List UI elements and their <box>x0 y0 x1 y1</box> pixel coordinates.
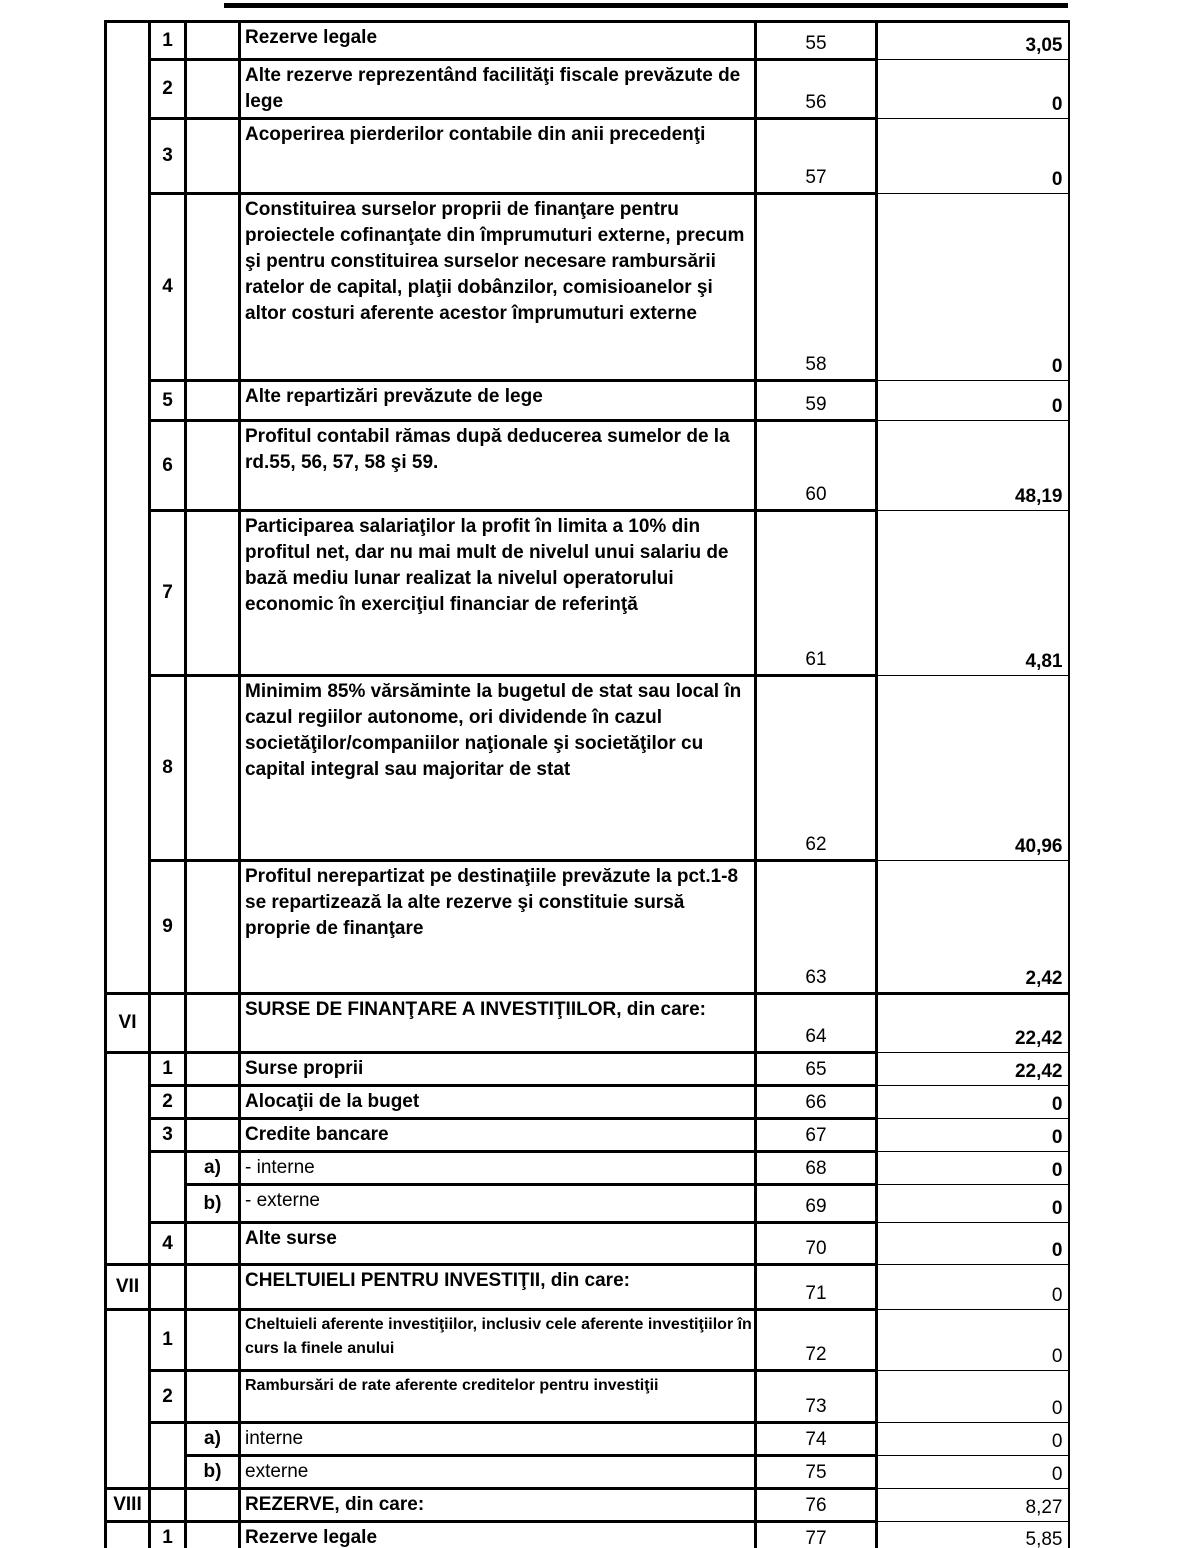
row-number: 74 <box>756 1423 877 1456</box>
item-number: 1 <box>150 1310 186 1371</box>
sub-letter-cell <box>186 1371 240 1423</box>
row-description: - interne <box>240 1152 756 1185</box>
row-value: 0 <box>877 1371 1069 1423</box>
sub-letter-cell <box>186 1522 240 1548</box>
row-value: 22,42 <box>877 994 1069 1053</box>
row-value: 8,27 <box>877 1489 1069 1522</box>
row-description: REZERVE, din care: <box>240 1489 756 1522</box>
row-value: 0 <box>877 60 1069 119</box>
table-row <box>106 119 1069 194</box>
table-row <box>106 1456 1069 1489</box>
row-value: 4,81 <box>877 511 1069 676</box>
row-number: 63 <box>756 861 877 994</box>
sub-letter-cell <box>186 1223 240 1265</box>
row-description: Surse proprii <box>240 1053 756 1086</box>
item-number-cell <box>150 1152 186 1223</box>
row-value: 48,19 <box>877 421 1069 511</box>
row-number: 72 <box>756 1310 877 1371</box>
item-number: 1 <box>150 1053 186 1086</box>
table-row <box>106 511 1069 676</box>
previous-row-border-fragment <box>224 3 1068 8</box>
sub-letter-cell <box>186 1086 240 1119</box>
row-number: 64 <box>756 994 877 1053</box>
row-description: Rambursări de rate aferente creditelor pentru investiţii <box>240 1371 756 1423</box>
table-row <box>106 1265 1069 1310</box>
item-number: 4 <box>150 1223 186 1265</box>
sub-letter: a) <box>186 1423 240 1456</box>
section-numeral: VII <box>106 1265 150 1310</box>
table-row <box>106 1423 1069 1456</box>
row-description: - externe <box>240 1185 756 1223</box>
sub-letter-cell <box>186 861 240 994</box>
table-row <box>106 1152 1069 1185</box>
row-description: Alte surse <box>240 1223 756 1265</box>
section-cell-empty <box>106 1522 150 1548</box>
sub-letter-cell <box>186 119 240 194</box>
row-value: 0 <box>877 381 1069 421</box>
row-value: 0 <box>877 194 1069 381</box>
row-value: 40,96 <box>877 676 1069 861</box>
row-number: 71 <box>756 1265 877 1310</box>
item-number: 1 <box>150 1522 186 1548</box>
section-numeral: VI <box>106 994 150 1053</box>
row-value: 0 <box>877 1086 1069 1119</box>
row-value: 0 <box>877 1152 1069 1185</box>
sub-letter: b) <box>186 1185 240 1223</box>
row-description: Profitul nerepartizat pe destinaţiile prevăzute la pct.1-8 se repartizează la alte rezerve şi constituie sursă proprie de finanţare <box>240 861 756 994</box>
row-description: Alocaţii de la buget <box>240 1086 756 1119</box>
table-row <box>106 1119 1069 1152</box>
row-number: 77 <box>756 1522 877 1548</box>
table-row <box>106 861 1069 994</box>
section-cell-empty <box>106 22 150 994</box>
item-number-cell <box>150 1423 186 1489</box>
table-row <box>106 1223 1069 1265</box>
row-description: Cheltuieli aferente investiţiilor, inclusiv cele aferente investiţiilor în curs la finele anului <box>240 1310 756 1371</box>
row-value: 0 <box>877 1185 1069 1223</box>
row-value: 0 <box>877 1456 1069 1489</box>
sub-letter: b) <box>186 1456 240 1489</box>
sub-letter-cell <box>186 60 240 119</box>
item-number: 7 <box>150 511 186 676</box>
row-description: Rezerve legale <box>240 22 756 60</box>
row-number: 73 <box>756 1371 877 1423</box>
row-value: 0 <box>877 1423 1069 1456</box>
row-value: 0 <box>877 1119 1069 1152</box>
table-row <box>106 421 1069 511</box>
row-value: 3,05 <box>877 22 1069 60</box>
item-number: 2 <box>150 60 186 119</box>
row-number: 66 <box>756 1086 877 1119</box>
row-description: SURSE DE FINANŢARE A INVESTIŢIILOR, din care: <box>240 994 756 1053</box>
table-row <box>106 994 1069 1053</box>
table-row <box>106 381 1069 421</box>
item-number-cell <box>150 994 186 1053</box>
item-number: 3 <box>150 1119 186 1152</box>
sub-letter-cell <box>186 1053 240 1086</box>
sub-letter-cell <box>186 421 240 511</box>
table-row <box>106 1310 1069 1371</box>
sub-letter: a) <box>186 1152 240 1185</box>
table-row <box>106 194 1069 381</box>
item-number: 1 <box>150 22 186 60</box>
row-number: 56 <box>756 60 877 119</box>
table-row <box>106 1185 1069 1223</box>
item-number: 5 <box>150 381 186 421</box>
row-number: 69 <box>756 1185 877 1223</box>
row-value: 0 <box>877 119 1069 194</box>
item-number: 8 <box>150 676 186 861</box>
sub-letter-cell <box>186 994 240 1053</box>
row-value: 0 <box>877 1223 1069 1265</box>
row-description: Participarea salariaţilor la profit în limita a 10% din profitul net, dar nu mai mult de nivelul unui salariu de bază mediu lunar realizat la nivelul operatorului economic în exerciţiul financiar de referinţă <box>240 511 756 676</box>
sub-letter-cell <box>186 1489 240 1522</box>
row-description: interne <box>240 1423 756 1456</box>
section-cell-empty <box>106 1310 150 1489</box>
item-number: 3 <box>150 119 186 194</box>
item-number: 6 <box>150 421 186 511</box>
item-number: 2 <box>150 1371 186 1423</box>
row-number: 76 <box>756 1489 877 1522</box>
sub-letter-cell <box>186 1310 240 1371</box>
item-number: 2 <box>150 1086 186 1119</box>
section-cell-empty <box>106 1053 150 1265</box>
row-description: Credite bancare <box>240 1119 756 1152</box>
table-row <box>106 1371 1069 1423</box>
table-row <box>106 1489 1069 1522</box>
budget-table <box>104 20 1070 1548</box>
row-number: 65 <box>756 1053 877 1086</box>
row-number: 60 <box>756 421 877 511</box>
table-row <box>106 1522 1069 1548</box>
row-description: Profitul contabil rămas după deducerea sumelor de la rd.55, 56, 57, 58 şi 59. <box>240 421 756 511</box>
row-value: 0 <box>877 1265 1069 1310</box>
row-description: Constituirea surselor proprii de finanţare pentru proiectele cofinanţate din împrumuturi externe, precum şi pentru constituirea surselor necesare rambursării ratelor de capital, plaţii dobânzilor, comisioanelor şi altor costuri aferente acestor împrumuturi externe <box>240 194 756 381</box>
sub-letter-cell <box>186 381 240 421</box>
item-number: 9 <box>150 861 186 994</box>
row-number: 75 <box>756 1456 877 1489</box>
row-number: 55 <box>756 22 877 60</box>
row-description: Minimim 85% vărsăminte la bugetul de stat sau local în cazul regiilor autonome, ori dividende în cazul societăţilor/companiilor naţionale şi societăţilor cu capital integral sau majoritar de stat <box>240 676 756 861</box>
row-value: 5,85 <box>877 1522 1069 1548</box>
sub-letter-cell <box>186 1265 240 1310</box>
table-row <box>106 676 1069 861</box>
row-value: 0 <box>877 1310 1069 1371</box>
sub-letter-cell <box>186 194 240 381</box>
table-row <box>106 1086 1069 1119</box>
item-number-cell <box>150 1265 186 1310</box>
row-description: Acoperirea pierderilor contabile din anii precedenţi <box>240 119 756 194</box>
section-numeral: VIII <box>106 1489 150 1522</box>
row-number: 59 <box>756 381 877 421</box>
row-number: 57 <box>756 119 877 194</box>
row-number: 67 <box>756 1119 877 1152</box>
row-description: Rezerve legale <box>240 1522 756 1548</box>
table-row <box>106 1053 1069 1086</box>
row-description: Alte rezerve reprezentând facilităţi fiscale prevăzute de lege <box>240 60 756 119</box>
row-number: 68 <box>756 1152 877 1185</box>
row-value: 2,42 <box>877 861 1069 994</box>
row-description: externe <box>240 1456 756 1489</box>
row-number: 61 <box>756 511 877 676</box>
table-row <box>106 60 1069 119</box>
row-description: CHELTUIELI PENTRU INVESTIŢII, din care: <box>240 1265 756 1310</box>
row-number: 58 <box>756 194 877 381</box>
sub-letter-cell <box>186 1119 240 1152</box>
table-row <box>106 22 1069 60</box>
sub-letter-cell <box>186 511 240 676</box>
item-number-cell <box>150 1489 186 1522</box>
item-number: 4 <box>150 194 186 381</box>
sub-letter-cell <box>186 676 240 861</box>
sub-letter-cell <box>186 22 240 60</box>
row-value: 22,42 <box>877 1053 1069 1086</box>
row-description: Alte repartizări prevăzute de lege <box>240 381 756 421</box>
row-number: 62 <box>756 676 877 861</box>
row-number: 70 <box>756 1223 877 1265</box>
